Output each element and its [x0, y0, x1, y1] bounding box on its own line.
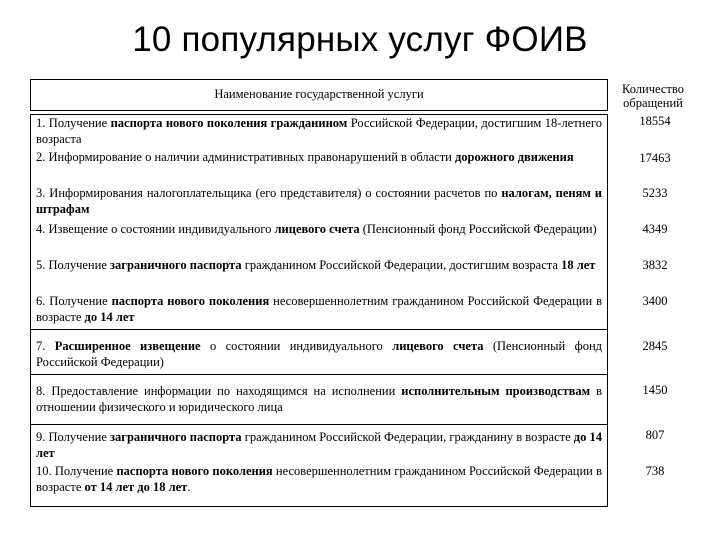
service-row-9 [36, 430, 602, 461]
service-text-bold: Расширенное извещение [54, 339, 201, 353]
service-text: гражданином Российской Федерации, гражданину в возрасте [241, 430, 574, 444]
service-row-7 [36, 339, 602, 370]
service-text: гражданином Российской Федерации, достигшим возраста [241, 258, 562, 272]
service-text: 9. Получение [36, 430, 110, 444]
service-text: 6. Получение [36, 294, 112, 308]
service-text: 7. [36, 339, 55, 353]
count-row-4: 4349 [642, 222, 668, 236]
service-text-bold: налогам, пеням и штрафам [36, 186, 602, 216]
service-row-3 [36, 186, 602, 217]
count-row-6: 3400 [642, 294, 668, 308]
header-count-line1: Количество [622, 82, 684, 96]
count-row-5: 3832 [642, 258, 668, 272]
service-text-bold: лицевого счета [274, 222, 360, 236]
service-text: 3. Информирования налогоплательщика (его представителя) о состоянии расчетов по [36, 186, 502, 200]
service-text: (Пенсионный фонд Российской Федерации) [359, 222, 597, 236]
service-text: 5. Получение [36, 258, 110, 272]
service-row-8 [36, 384, 602, 415]
service-text-bold: заграничного паспорта [110, 258, 242, 272]
service-text: 1. Получение [36, 116, 111, 130]
service-text-bold: заграничного паспорта [110, 430, 242, 444]
service-text: несовершеннолетним гражданином Российской Федерации в возрасте [36, 464, 602, 494]
service-text: Российской Федерации, достигшим 18-летнего возраста [36, 116, 602, 146]
service-text: 10. Получение [36, 464, 117, 478]
header-count-label [612, 82, 694, 110]
count-row-2: 17463 [639, 151, 671, 165]
service-text: 4. Извещение о состоянии индивидуального [36, 222, 275, 236]
service-text: несовершеннолетним гражданином Российской Федерации в возрасте [36, 294, 602, 324]
service-row-5 [36, 258, 602, 274]
service-text-bold: паспорта нового поколения [111, 294, 270, 308]
service-text: (Пенсионный фонд Российской Федерации) [36, 339, 603, 369]
service-text: 8. Предоставление информации по находящимся на исполнении [36, 384, 402, 398]
service-text-bold: лицевого счета [392, 339, 484, 353]
count-row-7: 2845 [642, 339, 668, 353]
row-separator [30, 424, 608, 425]
count-row-3: 5233 [642, 186, 668, 200]
service-row-10 [36, 464, 602, 495]
service-text-bold: дорожного движения [454, 150, 574, 164]
service-row-6 [36, 294, 602, 325]
service-text-bold: 18 лет [561, 258, 596, 272]
service-text-bold: до 14 лет [36, 430, 602, 460]
service-text: 2. Информирование о наличии административных правонарушений в области [36, 150, 455, 164]
count-row-9: 807 [645, 428, 665, 442]
service-row-4 [36, 222, 602, 238]
service-text-bold: паспорта нового поколения гражданином [110, 116, 348, 130]
service-text-bold: до 14 лет [84, 309, 135, 324]
service-row-1 [36, 116, 602, 147]
header-count-line2: обращений [623, 96, 683, 110]
service-text-bold: от 14 лет до 18 лет [84, 479, 188, 494]
page-title: 10 популярных услуг ФОИВ [132, 20, 588, 59]
header-service-label: Наименование государственной услуги [214, 87, 424, 101]
service-text: в отношении физического и юридического лица [36, 384, 603, 414]
count-row-8: 1450 [642, 383, 668, 397]
service-text-bold: паспорта нового поколения [116, 464, 273, 478]
service-text-bold: исполнительным производствам [401, 384, 591, 398]
count-row-1: 18554 [639, 114, 671, 128]
service-text: . [187, 479, 191, 494]
service-text: о состоянии индивидуального [200, 339, 393, 353]
count-row-10: 738 [645, 464, 665, 478]
row-separator [30, 329, 608, 330]
row-separator [30, 374, 608, 375]
service-row-2 [36, 150, 602, 166]
